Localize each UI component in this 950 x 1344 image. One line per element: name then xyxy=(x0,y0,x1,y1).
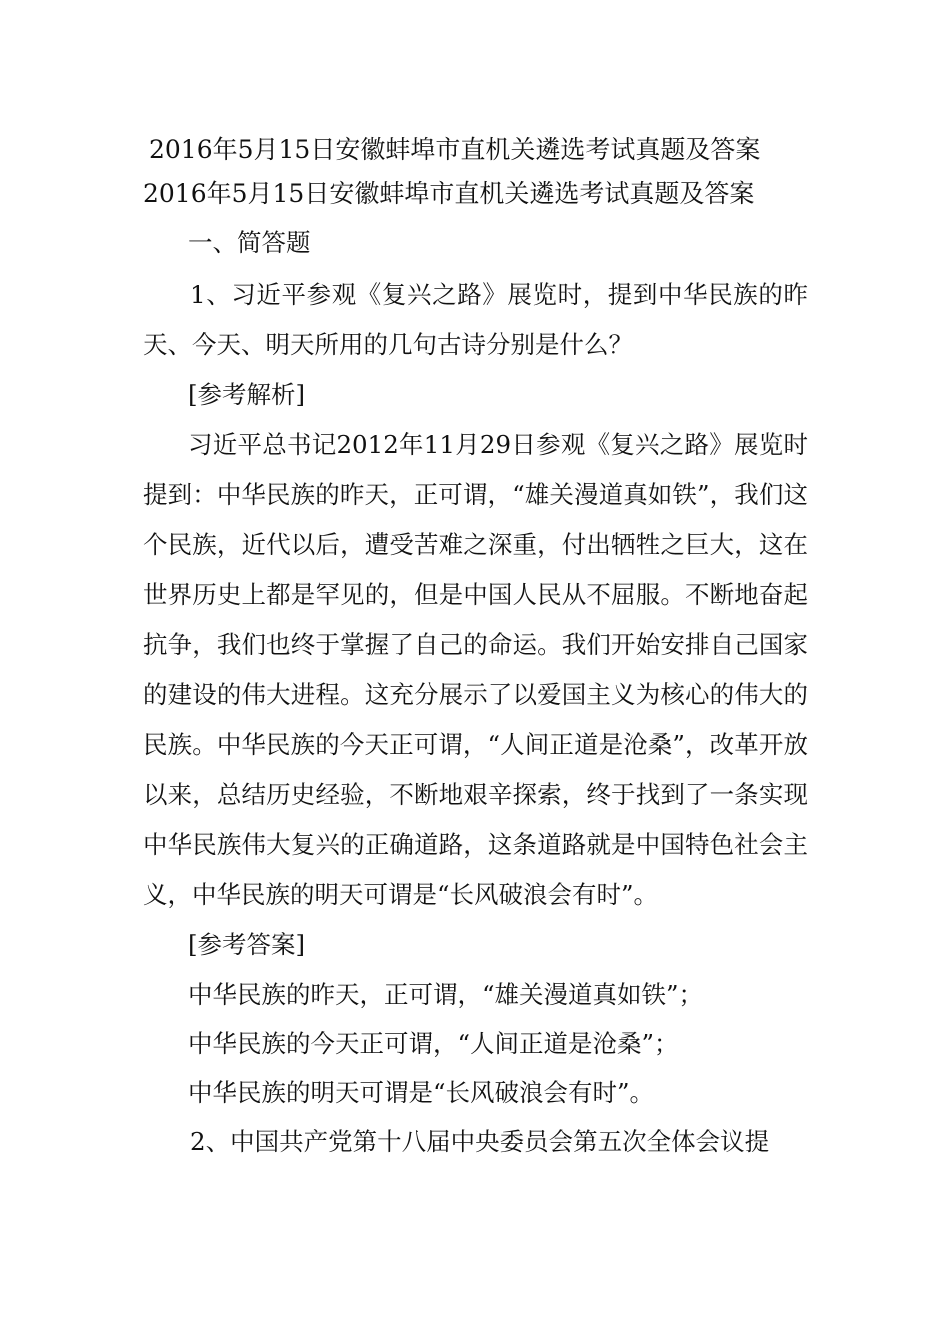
document-body xyxy=(143,128,808,1167)
section-heading: 一、简答题 xyxy=(188,228,311,257)
answer-line: 中华民族的今天正可谓，“人间正道是沧桑”； xyxy=(188,1029,679,1058)
answer-label: [参考答案] xyxy=(188,930,306,959)
document-title-repeat: 2016年5月15日安徽蚌埠市直机关遴选考试真题及答案 xyxy=(143,179,755,208)
document-title: 2016年5月15日安徽蚌埠市直机关遴选考试真题及答案 xyxy=(149,135,761,164)
analysis-label: [参考解析] xyxy=(188,380,306,409)
answer-line: 中华民族的明天可谓是“长风破浪会有时”。 xyxy=(188,1078,655,1107)
analysis-text: 习近平总书记2012年11月29日参观《复兴之路》展览时提到：中华民族的昨天，正可谓，“雄关漫道真如铁”，我们这个民族，近代以后，遭受苦难之深重，付出牺牲之巨大，这在世界历史上都是罕见的，但是中国人民从不屈服。不断地奋起抗争，我们也终于掌握了自己的命运。我们开始安排自己国家的建设的伟大进程。这充分展示了以爱国主义为核心的伟大的民族。中华民族的今天正可谓，“人间正道是沧桑”，改革开放以来，总结历史经验，不断地艰辛探索，终于找到了一条实现中华民族伟大复兴的正确道路，这条道路就是中国特色社会主义，中华民族的明天可谓是“长风破浪会有时”。 xyxy=(143,430,808,909)
question-2: 2、中国共产党第十八届中央委员会第五次全体会议提 xyxy=(190,1127,770,1156)
answer-line: 中华民族的昨天，正可谓，“雄关漫道真如铁”； xyxy=(188,980,704,1009)
question-1: 1、习近平参观《复兴之路》展览时，提到中华民族的昨天、今天、明天所用的几句古诗分别是什么？ xyxy=(143,280,808,359)
